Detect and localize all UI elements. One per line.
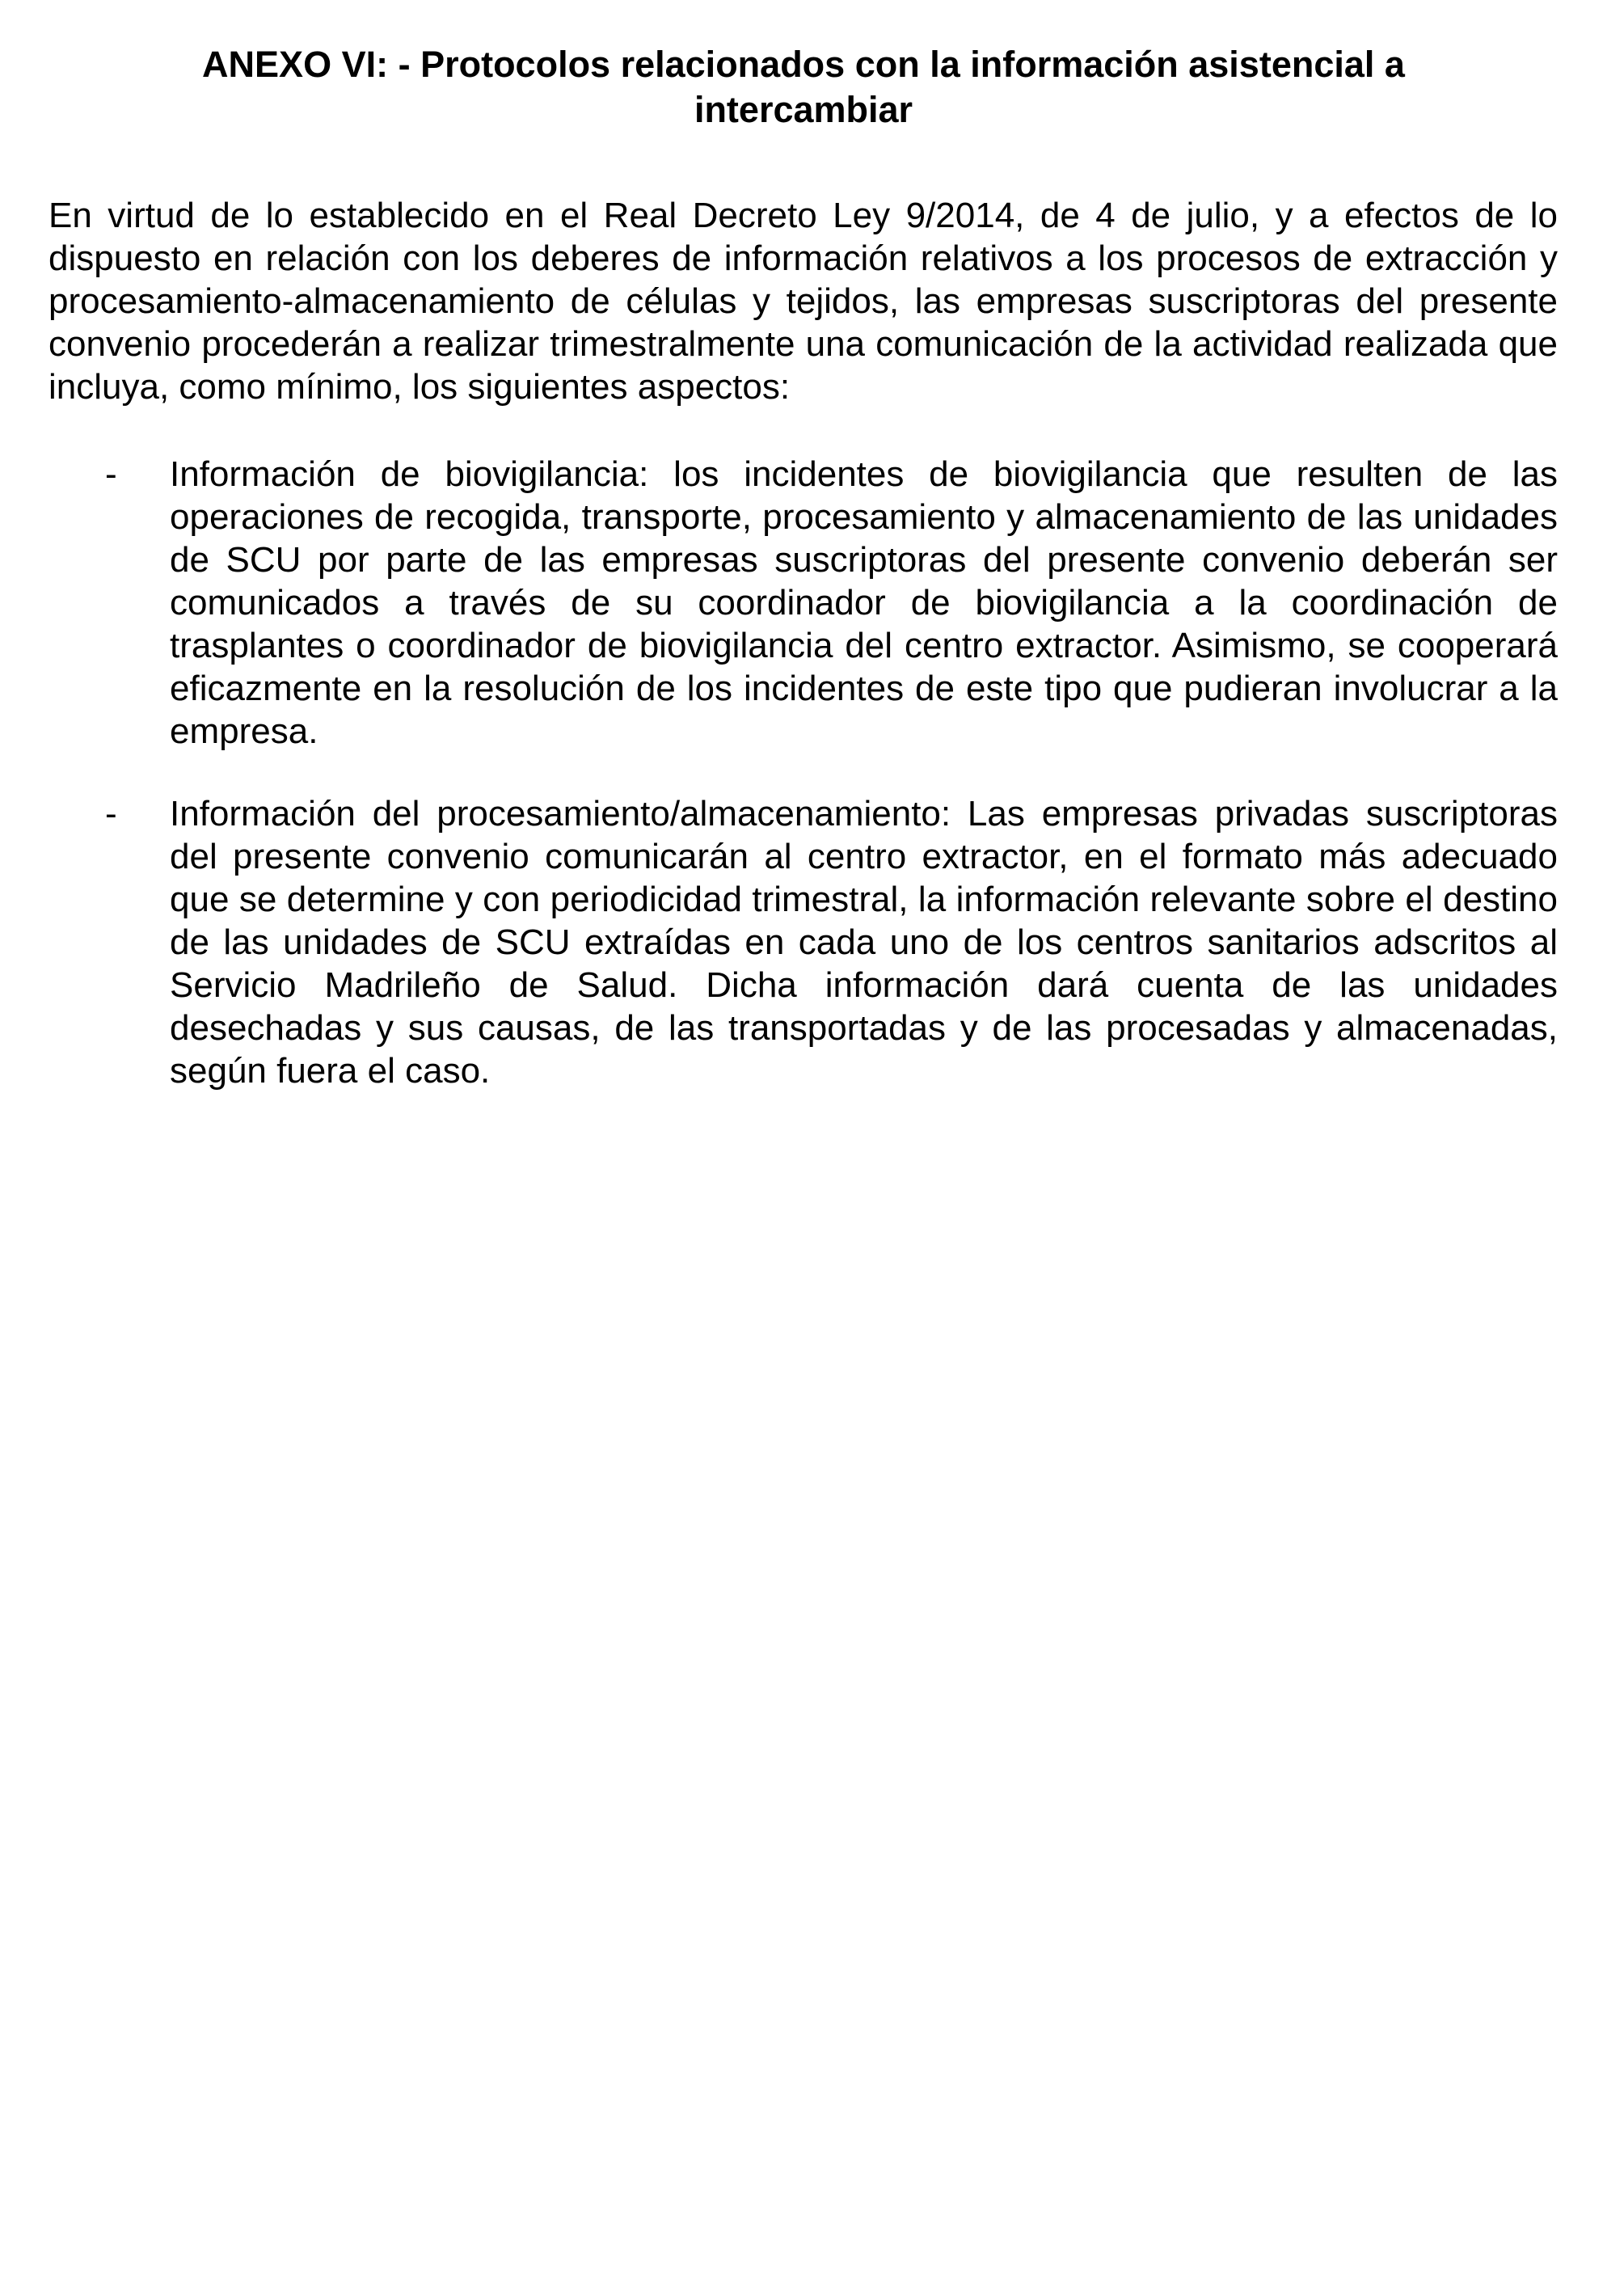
list-dash-marker: - — [105, 454, 117, 494]
intro-paragraph: En virtud de lo establecido en el Real Decreto Ley 9/2014, de 4 de julio, y a efectos de lo dispuesto en relación con los deberes de información relativos a los procesos de extracción y procesamiento-almacenamiento de células y tejidos, las empresas suscriptoras del presente convenio procederán a realizar trimestralmente una comunicación de la actividad realizada que incluya, como mínimo, los siguientes aspectos: — [49, 196, 1558, 407]
list-dash-marker: - — [105, 794, 117, 834]
list-item — [49, 453, 1558, 753]
biovigilance-paragraph: Información de biovigilancia: los incidentes de biovigilancia que resulten de las operaciones de recogida, transporte, procesamiento y almacenamiento de las unidades de SCU por parte de las empresas suscriptoras del presente convenio deberán ser comunicados a través de su coordinador de biovigilancia a la coordinación de trasplantes o coordinador de biovigilancia del centro extractor. Asimismo, se cooperará eficazmente en la resolución de los incidentes de este tipo que pudieran involucrar a la empresa. — [170, 454, 1558, 751]
document-title: ANEXO VI: - Protocolos relacionados con la información asistencial a intercambiar — [202, 44, 1405, 130]
processing-storage-paragraph: Información del procesamiento/almacenamiento: Las empresas privadas suscriptoras del presente convenio comunicarán al centro extractor, en el formato más adecuado que se determine y con periodicidad trimestral, la información relevante sobre el destino de las unidades de SCU extraídas en cada uno de los centros sanitarios adscritos al Servicio Madrileño de Salud. Dicha información dará cuenta de las unidades desechadas y sus causas, de las transportadas y de las procesadas y almacenadas, según fuera el caso. — [170, 794, 1558, 1091]
list-item — [49, 792, 1558, 1092]
